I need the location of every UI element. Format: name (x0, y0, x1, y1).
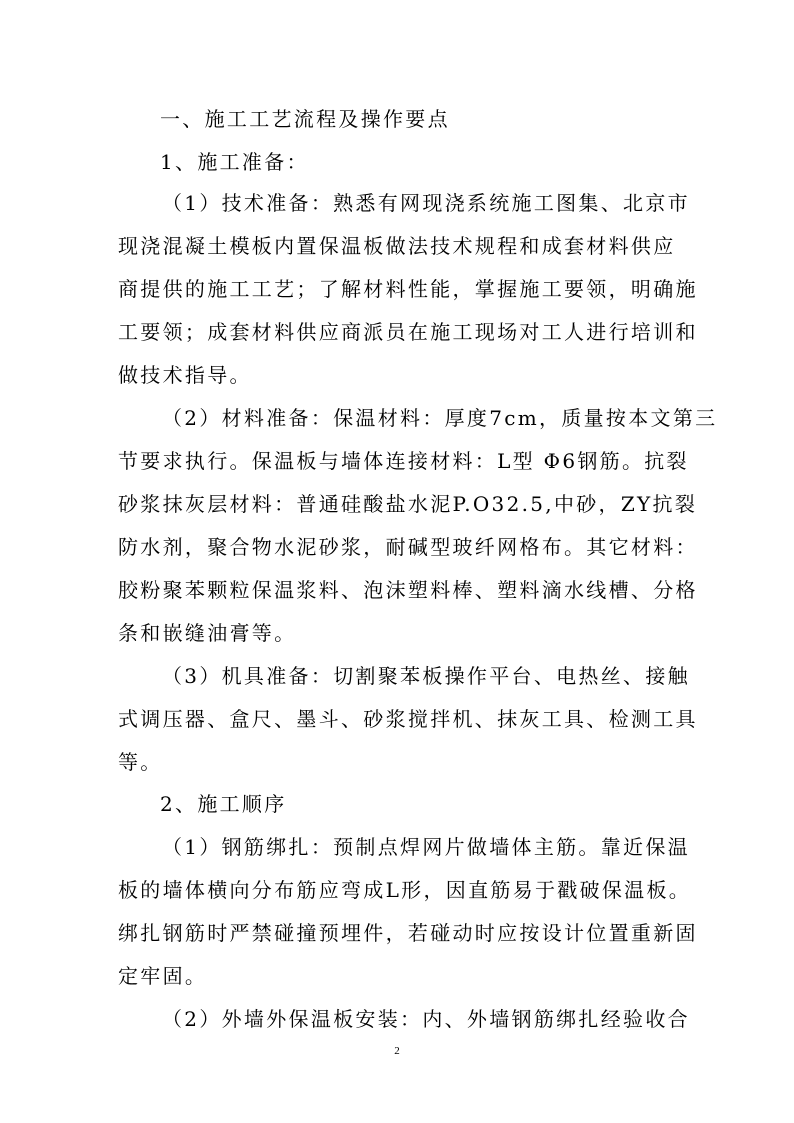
paragraph-line: （2）外墙外保温板安装：内、外墙钢筋绑扎经验收合 (162, 1007, 690, 1031)
subsection-heading: 2、施工顺序 (160, 792, 287, 816)
paragraph-line: （3）机具准备：切割聚苯板操作平台、电热丝、接触 (162, 664, 690, 688)
paragraph-line: 防水剂，聚合物水泥砂浆，耐碱型玻纤网格布。其它材料： (118, 535, 698, 559)
page-number: 2 (394, 1045, 400, 1057)
paragraph-line: 做技术指导。 (118, 363, 252, 387)
paragraph-line: 板的墙体横向分布筋应弯成L形，因直筋易于戳破保温板。 (118, 878, 692, 902)
paragraph-line: 等。 (118, 750, 163, 774)
paragraph-line: 商提供的施工工艺；了解材料性能，掌握施工要领，明确施 (118, 277, 698, 301)
paragraph-line: 绑扎钢筋时严禁碰撞预埋件，若碰动时应按设计位置重新固 (118, 921, 698, 945)
paragraph-line: 节要求执行。保温板与墙体连接材料：L型 Φ6钢筋。抗裂 (118, 449, 689, 473)
paragraph-line: 式调压器、盒尺、墨斗、砂浆搅拌机、抹灰工具、检测工具 (118, 707, 698, 731)
paragraph-line: （2）材料准备：保温材料：厚度7cm，质量按本文第三 (162, 406, 718, 430)
paragraph-line: 砂浆抹灰层材料：普通硅酸盐水泥P.O32.5,中砂，ZY抗裂 (118, 492, 698, 516)
paragraph-line: 条和嵌缝油膏等。 (118, 621, 297, 645)
paragraph-line: （1）钢筋绑扎：预制点焊网片做墙体主筋。靠近保温 (162, 835, 690, 859)
paragraph-line: 现浇混凝土模板内置保温板做法技术规程和成套材料供应 (118, 234, 676, 258)
paragraph-line: 工要领；成套材料供应商派员在施工现场对工人进行培训和 (118, 320, 698, 344)
section-heading: 一、施工工艺流程及操作要点 (160, 107, 450, 131)
paragraph-line: （1）技术准备：熟悉有网现浇系统施工图集、北京市 (162, 191, 690, 215)
paragraph-line: 定牢固。 (118, 964, 208, 988)
paragraph-line: 胶粉聚苯颗粒保温浆料、泡沫塑料棒、塑料滴水线槽、分格 (118, 578, 698, 602)
subsection-heading: 1、施工准备： (160, 150, 309, 174)
